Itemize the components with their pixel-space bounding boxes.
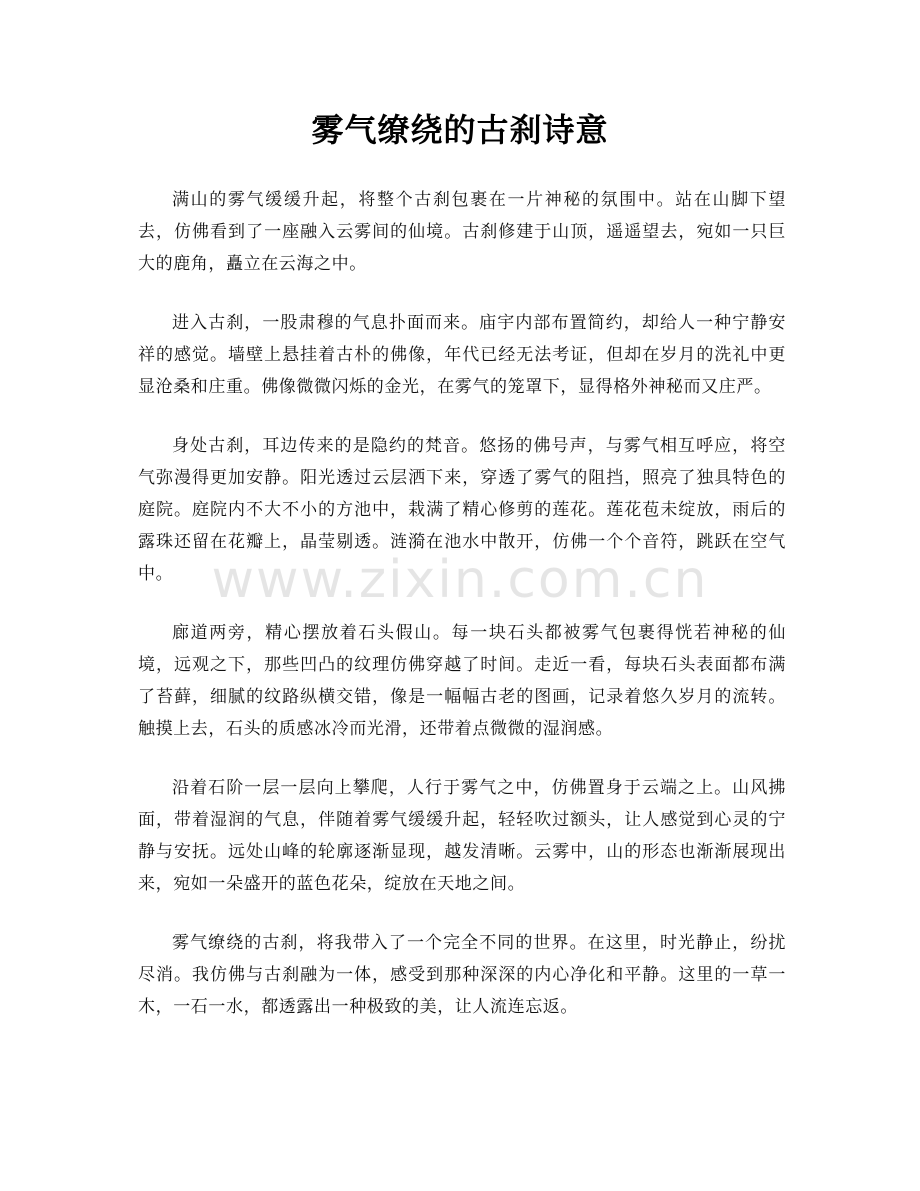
page-title: 雾气缭绕的古刹诗意 [311, 111, 609, 149]
paragraph-4: 廊道两旁，精心摆放着石头假山。每一块石头都被雾气包裹得恍若神秘的仙境，远观之下，那些凹凸的纹理仿佛穿越了时间。走近一看，每块石头表面都布满了苔藓，细腻的纹路纵横交错，像是一幅幅古老的图画，记录着悠久岁月的流转。触摸上去，石头的质感冰冷而光滑，还带着点微微的湿润感。 [138, 623, 786, 739]
paragraph-2: 进入古刹，一股肃穆的气息扑面而来。庙宇内部布置简约，却给人一种宁静安祥的感觉。墙壁上悬挂着古朴的佛像，年代已经无法考证，但却在岁月的洗礼中更显沧桑和庄重。佛像微微闪烁的金光，在雾气的笼罩下，显得格外神秘而又庄严。 [138, 313, 786, 397]
paragraph-6: 雾气缭绕的古刹，将我带入了一个完全不同的世界。在这里，时光静止，纷扰尽消。我仿佛与古刹融为一体，感受到那种深深的内心净化和平静。这里的一草一木，一石一水，都透露出一种极致的美，让人流连忘返。 [138, 933, 786, 1017]
paragraph-3: 身处古刹，耳边传来的是隐约的梵音。悠扬的佛号声，与雾气相互呼应，将空气弥漫得更加安静。阳光透过云层洒下来，穿透了雾气的阻挡，照亮了独具特色的庭院。庭院内不大不小的方池中，栽满了精心修剪的莲花。莲花苞未绽放，雨后的露珠还留在花瓣上，晶莹剔透。涟漪在池水中散开，仿佛一个个音符，跳跃在空气中。 [138, 436, 786, 584]
paragraph-5: 沿着石阶一层一层向上攀爬，人行于雾气之中，仿佛置身于云端之上。山风拂面，带着湿润的气息，伴随着雾气缓缓升起，轻轻吹过额头，让人感觉到心灵的宁静与安抚。远处山峰的轮廓逐渐显现，越发清晰。云雾中，山的形态也渐渐展现出来，宛如一朵盛开的蓝色花朵，绽放在天地之间。 [138, 778, 786, 894]
paragraph-1: 满山的雾气缓缓升起，将整个古刹包裹在一片神秘的氛围中。站在山脚下望去，仿佛看到了一座融入云雾间的仙境。古刹修建于山顶，遥遥望去，宛如一只巨大的鹿角，矗立在云海之中。 [138, 190, 786, 274]
watermark: www.zixin.com.cn [211, 550, 709, 610]
article-body [138, 184, 786, 1050]
